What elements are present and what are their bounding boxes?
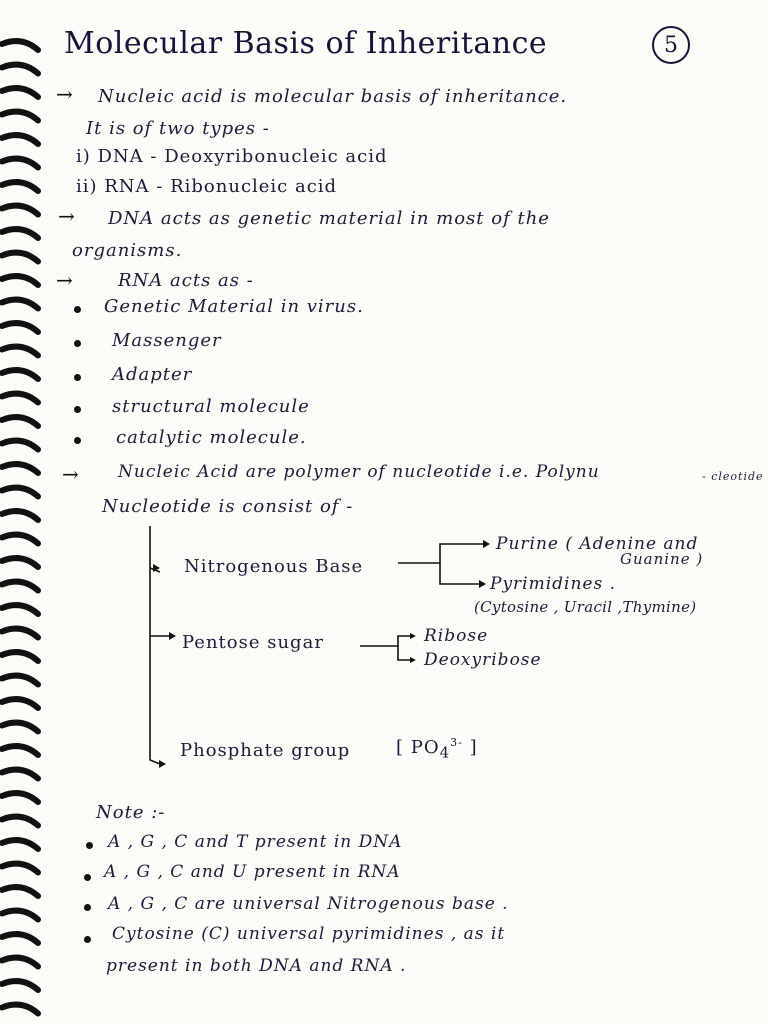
phosphate-group-label: Phosphate group <box>180 740 351 761</box>
note-item-cont: present in both DNA and RNA . <box>106 956 407 976</box>
bullet-icon <box>84 874 91 881</box>
rna-role: Adapter <box>112 364 193 385</box>
pentose-sugar-label: Pentose sugar <box>182 632 324 653</box>
phosphate-charge: 3- <box>450 736 463 749</box>
note-item: Cytosine (C) universal pyrimidines , as it <box>112 924 506 944</box>
arrow-icon: → <box>56 82 73 106</box>
page-title: Molecular Basis of Inheritance <box>64 26 548 61</box>
bullet-icon <box>84 904 91 911</box>
note-item: A , G , C are universal Nitrogenous base . <box>108 894 509 914</box>
rna-role: structural molecule <box>112 396 310 417</box>
phosphate-formula-text: [ PO <box>396 737 440 758</box>
arrow-icon: → <box>56 268 73 292</box>
page-number: 5 <box>652 26 690 64</box>
nucleotide-heading: Nucleotide is consist of - <box>102 496 354 517</box>
note-item: A , G , C and U present in RNA <box>104 862 401 882</box>
rna-role: Genetic Material in virus. <box>104 296 364 317</box>
type-dna: i) DNA - Deoxyribonucleic acid <box>76 146 388 167</box>
phosphate-formula-close: ] <box>462 737 478 758</box>
arrow-icon: → <box>58 204 75 228</box>
ribose-label: Ribose <box>424 626 489 646</box>
purine-label-cont: Guanine ) <box>620 550 704 568</box>
dna-statement-cont: organisms. <box>72 240 183 261</box>
nitrogenous-base-label: Nitrogenous Base <box>184 556 364 577</box>
rna-role: Massenger <box>112 330 222 351</box>
intro-line: Nucleic acid is molecular basis of inheritance. <box>98 86 568 107</box>
polymer-statement: Nucleic Acid are polymer of nucleotide i.e. Polynu <box>118 462 600 482</box>
note-item: A , G , C and T present in DNA <box>108 832 403 852</box>
note-heading: Note :- <box>96 802 166 823</box>
rna-heading: RNA acts as - <box>118 270 254 291</box>
pyrimidines-label: Pyrimidines . <box>490 574 617 594</box>
type-rna: ii) RNA - Ribonucleic acid <box>76 176 338 197</box>
pyrimidines-list: (Cytosine , Uracil ,Thymine) <box>474 598 697 616</box>
dna-statement: DNA acts as genetic material in most of the <box>108 208 550 229</box>
phosphate-subscript: 4 <box>439 743 451 762</box>
bullet-icon <box>86 842 93 849</box>
arrow-icon: → <box>62 462 79 486</box>
deoxyribose-label: Deoxyribose <box>424 650 542 670</box>
polymer-statement-cont: - cleotide <box>702 470 764 483</box>
phosphate-formula <box>396 736 478 762</box>
bullet-icon <box>84 936 91 943</box>
purine-label: Purine ( Adenine and <box>496 534 699 554</box>
rna-role: catalytic molecule. <box>116 427 307 448</box>
intro-types-line: It is of two types - <box>86 118 270 139</box>
